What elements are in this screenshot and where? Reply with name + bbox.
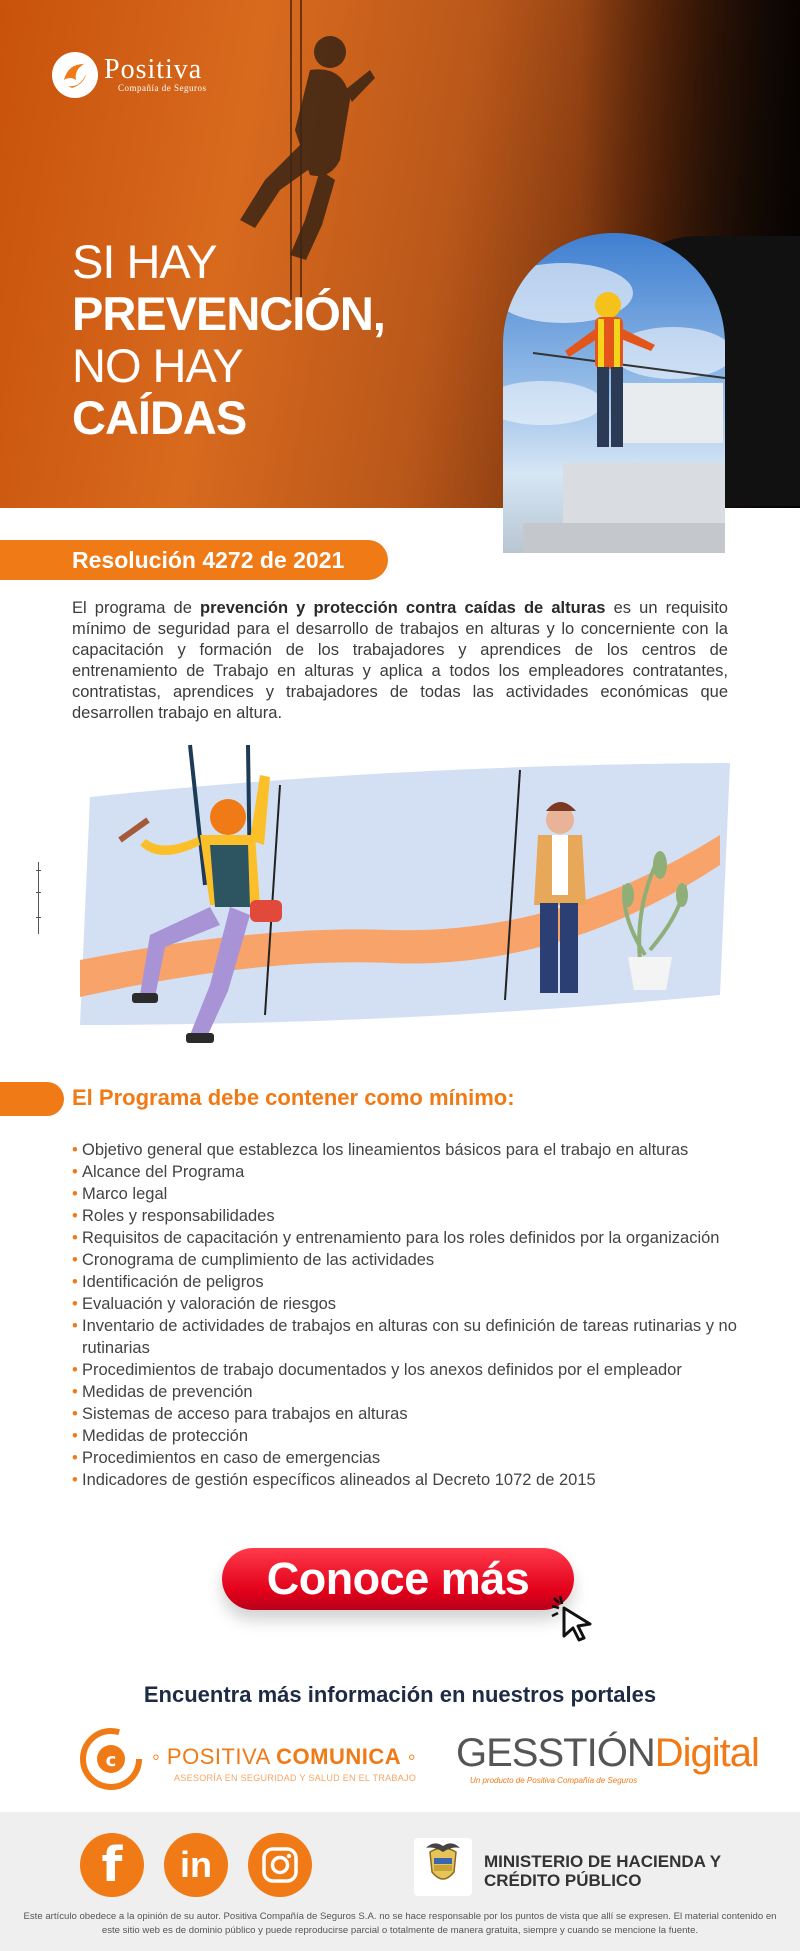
list-item: • Inventario de actividades de trabajos en alturas con su definición de tareas rutinarias y no rutinarias [72, 1315, 752, 1359]
intro-rest: es un requisito mínimo de seguridad para el desarrollo de trabajos en alturas y lo concerniente con la capacitación y formación de los trabajadores y aprendices de los centros de entrenamiento de Trabajo en alturas y aplica a todos los empleadores contratantes, contratistas, aprendices y trabajadores de todas las actividades económicas que desarrollen trabajo en altura. [72, 599, 728, 722]
gesstion-name-a: GESSTIÓN [456, 1731, 655, 1775]
gesstion-name [456, 1730, 759, 1776]
gesstion-digital-logo[interactable] [456, 1730, 759, 1790]
list-item: • Procedimientos en caso de emergencias [72, 1447, 752, 1469]
vertical-fineprint-mark [34, 862, 44, 934]
list-item: • Requisitos de capacitación y entrenamiento para los roles definidos por la organización [72, 1227, 752, 1249]
instagram-icon[interactable] [248, 1833, 312, 1897]
intro-paragraph [72, 598, 728, 724]
ministry-name [484, 1852, 721, 1890]
svg-text:c: c [105, 1750, 117, 1771]
height-work-illustration [60, 735, 740, 1065]
list-item: • Medidas de prevención [72, 1381, 752, 1403]
comunica-name-a: POSITIVA [166, 1744, 277, 1769]
resolution-tag: Resolución 4272 de 2021 [0, 540, 388, 580]
comunica-name: ◦ POSITIVA COMUNICA ◦ [152, 1744, 417, 1769]
list-item: • Medidas de protección [72, 1425, 752, 1447]
ministry-line: CRÉDITO PÚBLICO [484, 1871, 642, 1890]
headline-line: SI HAY [72, 235, 217, 288]
comunica-tagline: ASESORÍA EN SEGURIDAD Y SALUD EN EL TRABAJO [174, 1773, 417, 1783]
positiva-logo[interactable] [52, 52, 207, 98]
intro-bold: prevención y protección contra caídas de alturas [200, 599, 606, 617]
headline-line: CAÍDAS [72, 391, 247, 444]
headline-line: PREVENCIÓN, [72, 287, 385, 340]
list-item: • Evaluación y valoración de riesgos [72, 1293, 752, 1315]
list-item: • Cronograma de cumplimiento de las actividades [72, 1249, 752, 1271]
comunica-icon [78, 1726, 144, 1792]
portals-title: Encuentra más información en nuestros portales [143, 1682, 657, 1707]
program-requirements-list [72, 1139, 752, 1491]
comunica-name-b: COMUNICA [276, 1744, 402, 1769]
list-item: • Roles y responsabilidades [72, 1205, 752, 1227]
facebook-icon[interactable]: f [80, 1833, 144, 1897]
list-item: • Identificación de peligros [72, 1271, 752, 1293]
disclaimer-text: Este artículo obedece a la opinión de su autor. Positiva Compañía de Seguros S.A. no se hace responsable por los puntos de vista que allí se expresen. El material contenido en este sitio web es de dominio público y puede reproducirse parcial o totalmente de manera gratuita, siempre y cuando se mencione la fuente. [23, 1911, 777, 1936]
gesstion-name-b: Digital [654, 1731, 759, 1775]
list-item: • Procedimientos de trabajo documentados y los anexos definidos por el empleador [72, 1359, 752, 1381]
list-item: • Sistemas de acceso para trabajos en alturas [72, 1403, 752, 1425]
brand-subtitle: Compañía de Seguros [118, 83, 207, 93]
list-item: • Alcance del Programa [72, 1161, 752, 1183]
brand-name: Positiva [104, 54, 203, 85]
positiva-logo-icon [52, 52, 98, 98]
linkedin-icon[interactable]: in [164, 1833, 228, 1897]
conoce-mas-button[interactable]: Conoce más [222, 1548, 574, 1610]
pointer-cursor-icon [550, 1594, 602, 1644]
gesstion-tagline: Un producto de Positiva Compañía de Seguros [470, 1776, 638, 1785]
list-item: • Marco legal [72, 1183, 752, 1205]
colombia-coat-of-arms-icon [414, 1838, 472, 1896]
hero-headline [72, 236, 385, 444]
list-item: • Indicadores de gestión específicos alineados al Decreto 1072 de 2015 [72, 1469, 752, 1491]
program-title: El Programa debe contener como mínimo: [72, 1085, 515, 1110]
worker-at-height-photo [503, 233, 725, 553]
positiva-comunica-logo[interactable] [78, 1726, 417, 1796]
program-tag [0, 1082, 64, 1116]
ministry-line: MINISTERIO DE HACIENDA Y [484, 1852, 722, 1871]
headline-line: NO HAY [72, 339, 243, 392]
intro-prefix: El programa de [72, 599, 201, 617]
list-item: • Objetivo general que establezca los lineamientos básicos para el trabajo en alturas [72, 1139, 752, 1161]
